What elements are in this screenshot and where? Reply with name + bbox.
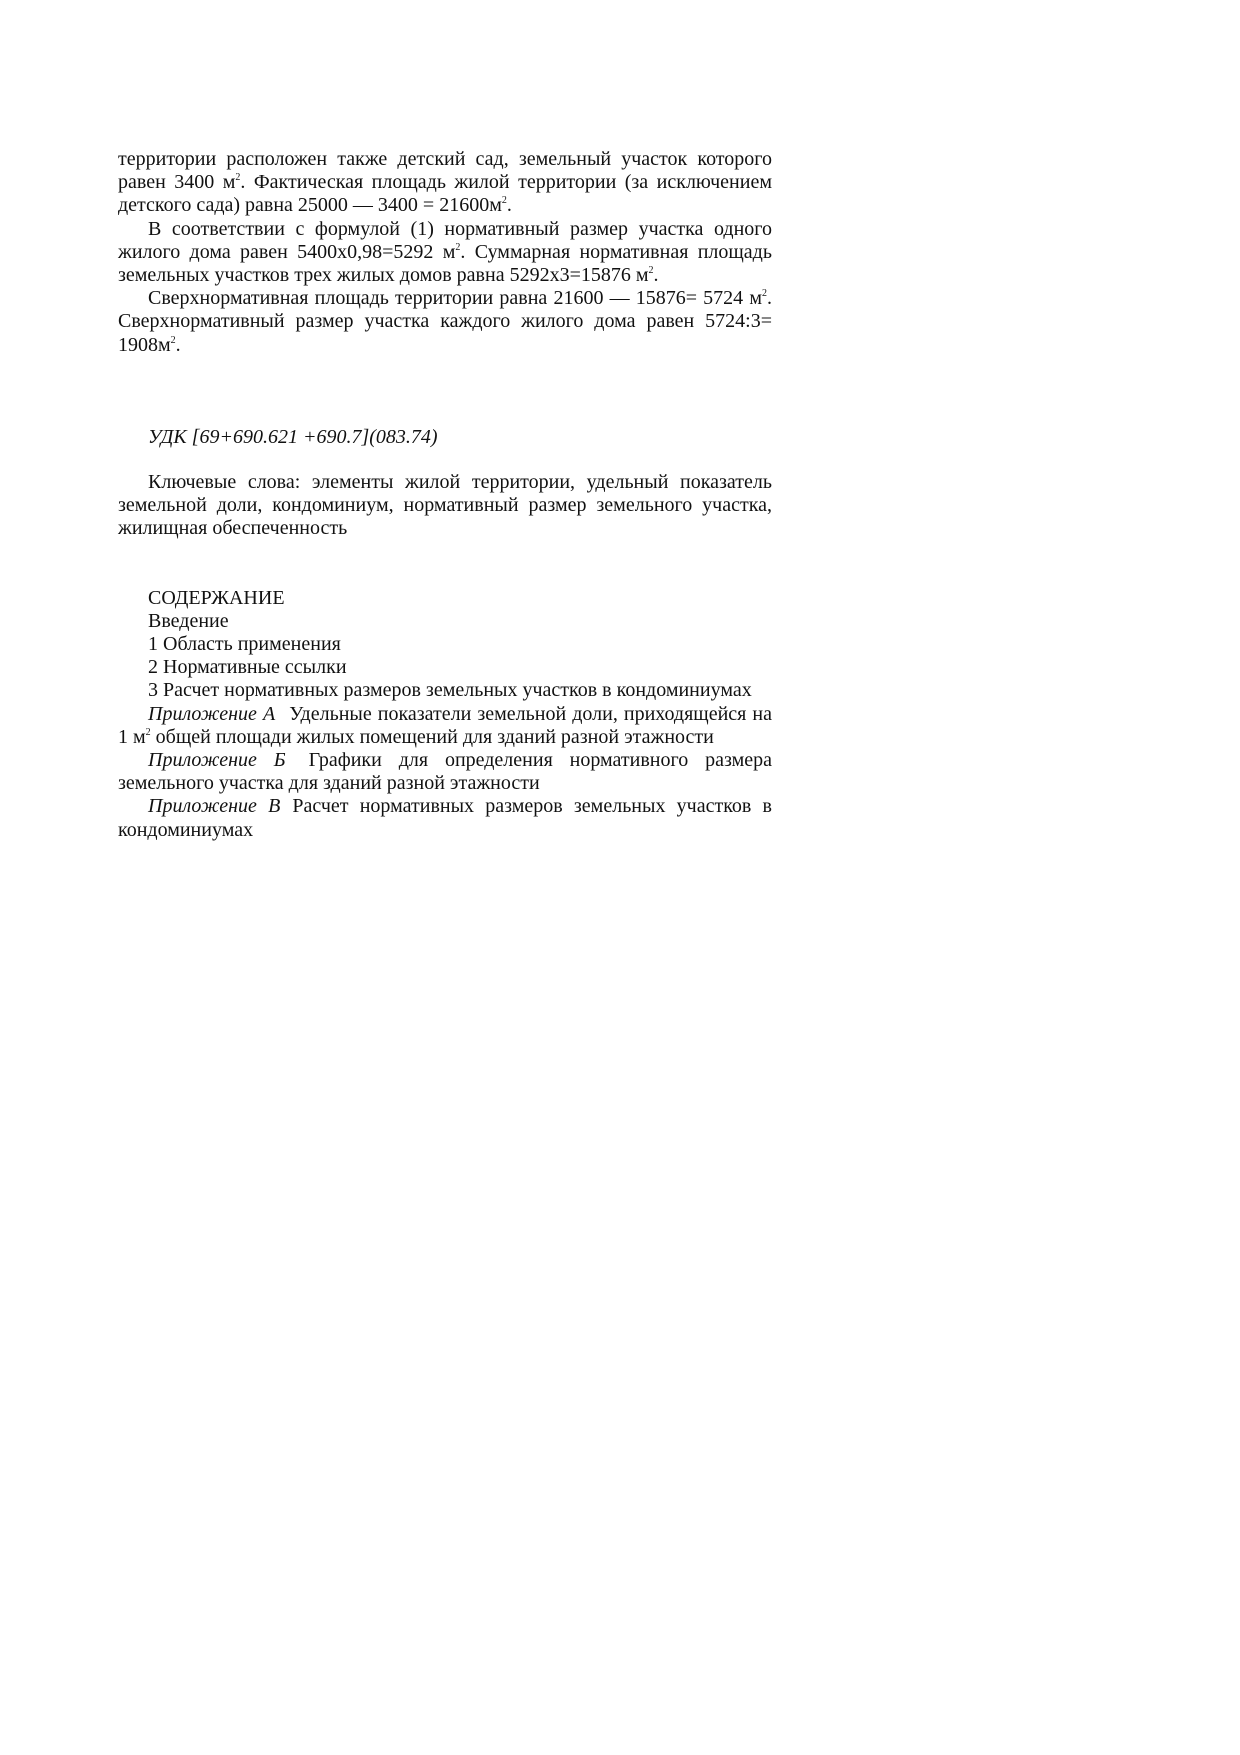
spacer (118, 357, 772, 426)
toc-item-appendix-b (118, 749, 772, 795)
keywords: Ключевые слова: элементы жилой территории, удельный показатель земельной доли, кондоминиум, нормативный размер земельного участка, жилищная обеспеченность (118, 471, 772, 540)
paragraph-normative-size (118, 218, 772, 288)
appendix-label: Приложение А (148, 702, 276, 725)
paragraph-text: . (175, 333, 181, 356)
paragraph-text: . Сверхнормативный размер участка каждого жилого дома равен 5724:3= 1908м (118, 287, 772, 356)
superscript: 2 (501, 195, 507, 207)
paragraph-text: . (506, 194, 512, 217)
toc-item-calculation: 3 Расчет нормативных размеров земельных участков в кондоминиумах (148, 679, 752, 702)
superscript: 2 (455, 241, 461, 253)
superscript: 2 (145, 726, 151, 738)
appendix-text: Расчет нормативных размеров земельных участков в кондоминиумах (118, 795, 772, 841)
toc-heading: СОДЕРЖАНИЕ (148, 586, 285, 609)
paragraph-text: Сверхнормативная площадь территории равна 21600 — 15876= 5724 м (148, 287, 762, 310)
paragraph-text: территории расположен также детский сад, земельный участок которого равен 3400 м (118, 148, 772, 194)
toc-item-scope: 1 Область применения (148, 633, 341, 656)
superscript: 2 (762, 288, 767, 300)
spacer (118, 449, 772, 471)
toc-item-references: 2 Нормативные ссылки (148, 656, 347, 679)
appendix-text: Удельные показатели земельной доли, приходящейся на 1 м (118, 702, 772, 748)
toc-item-introduction: Введение (148, 609, 229, 632)
udk-code: УДК [69+690.621 +690.7](083.74) (148, 425, 438, 448)
paragraph-text: . Суммарная нормативная площадь земельных участков трех жилых домов равна 5292х3=15876 м (118, 240, 772, 287)
paragraph-text: . (653, 264, 659, 287)
superscript: 2 (170, 334, 176, 346)
appendix-text: общей площади жилых помещений для зданий разной этажности (150, 725, 714, 748)
appendix-label: Приложение Б (148, 749, 286, 772)
paragraph-text: В соответствии с формулой (1) нормативный размер участка одного жилого дома равен 5400х0,98=5292 м (118, 217, 772, 263)
superscript: 2 (648, 265, 654, 277)
document-page (118, 148, 772, 842)
spacer (118, 541, 772, 587)
paragraph-text: . Фактическая площадь жилой территории (за исключением детского сада) равна 25000 — 3400 = 21600м (118, 171, 772, 217)
toc-item-appendix-a (118, 703, 772, 749)
appendix-label: Приложение В (148, 795, 281, 818)
appendix-text: Графики для определения нормативного размера земельного участка для зданий разной этажности (118, 749, 772, 795)
toc-item-appendix-v (118, 795, 772, 841)
paragraph-kindergarten (118, 148, 772, 218)
superscript: 2 (235, 172, 241, 184)
paragraph-excess-area (118, 287, 772, 357)
